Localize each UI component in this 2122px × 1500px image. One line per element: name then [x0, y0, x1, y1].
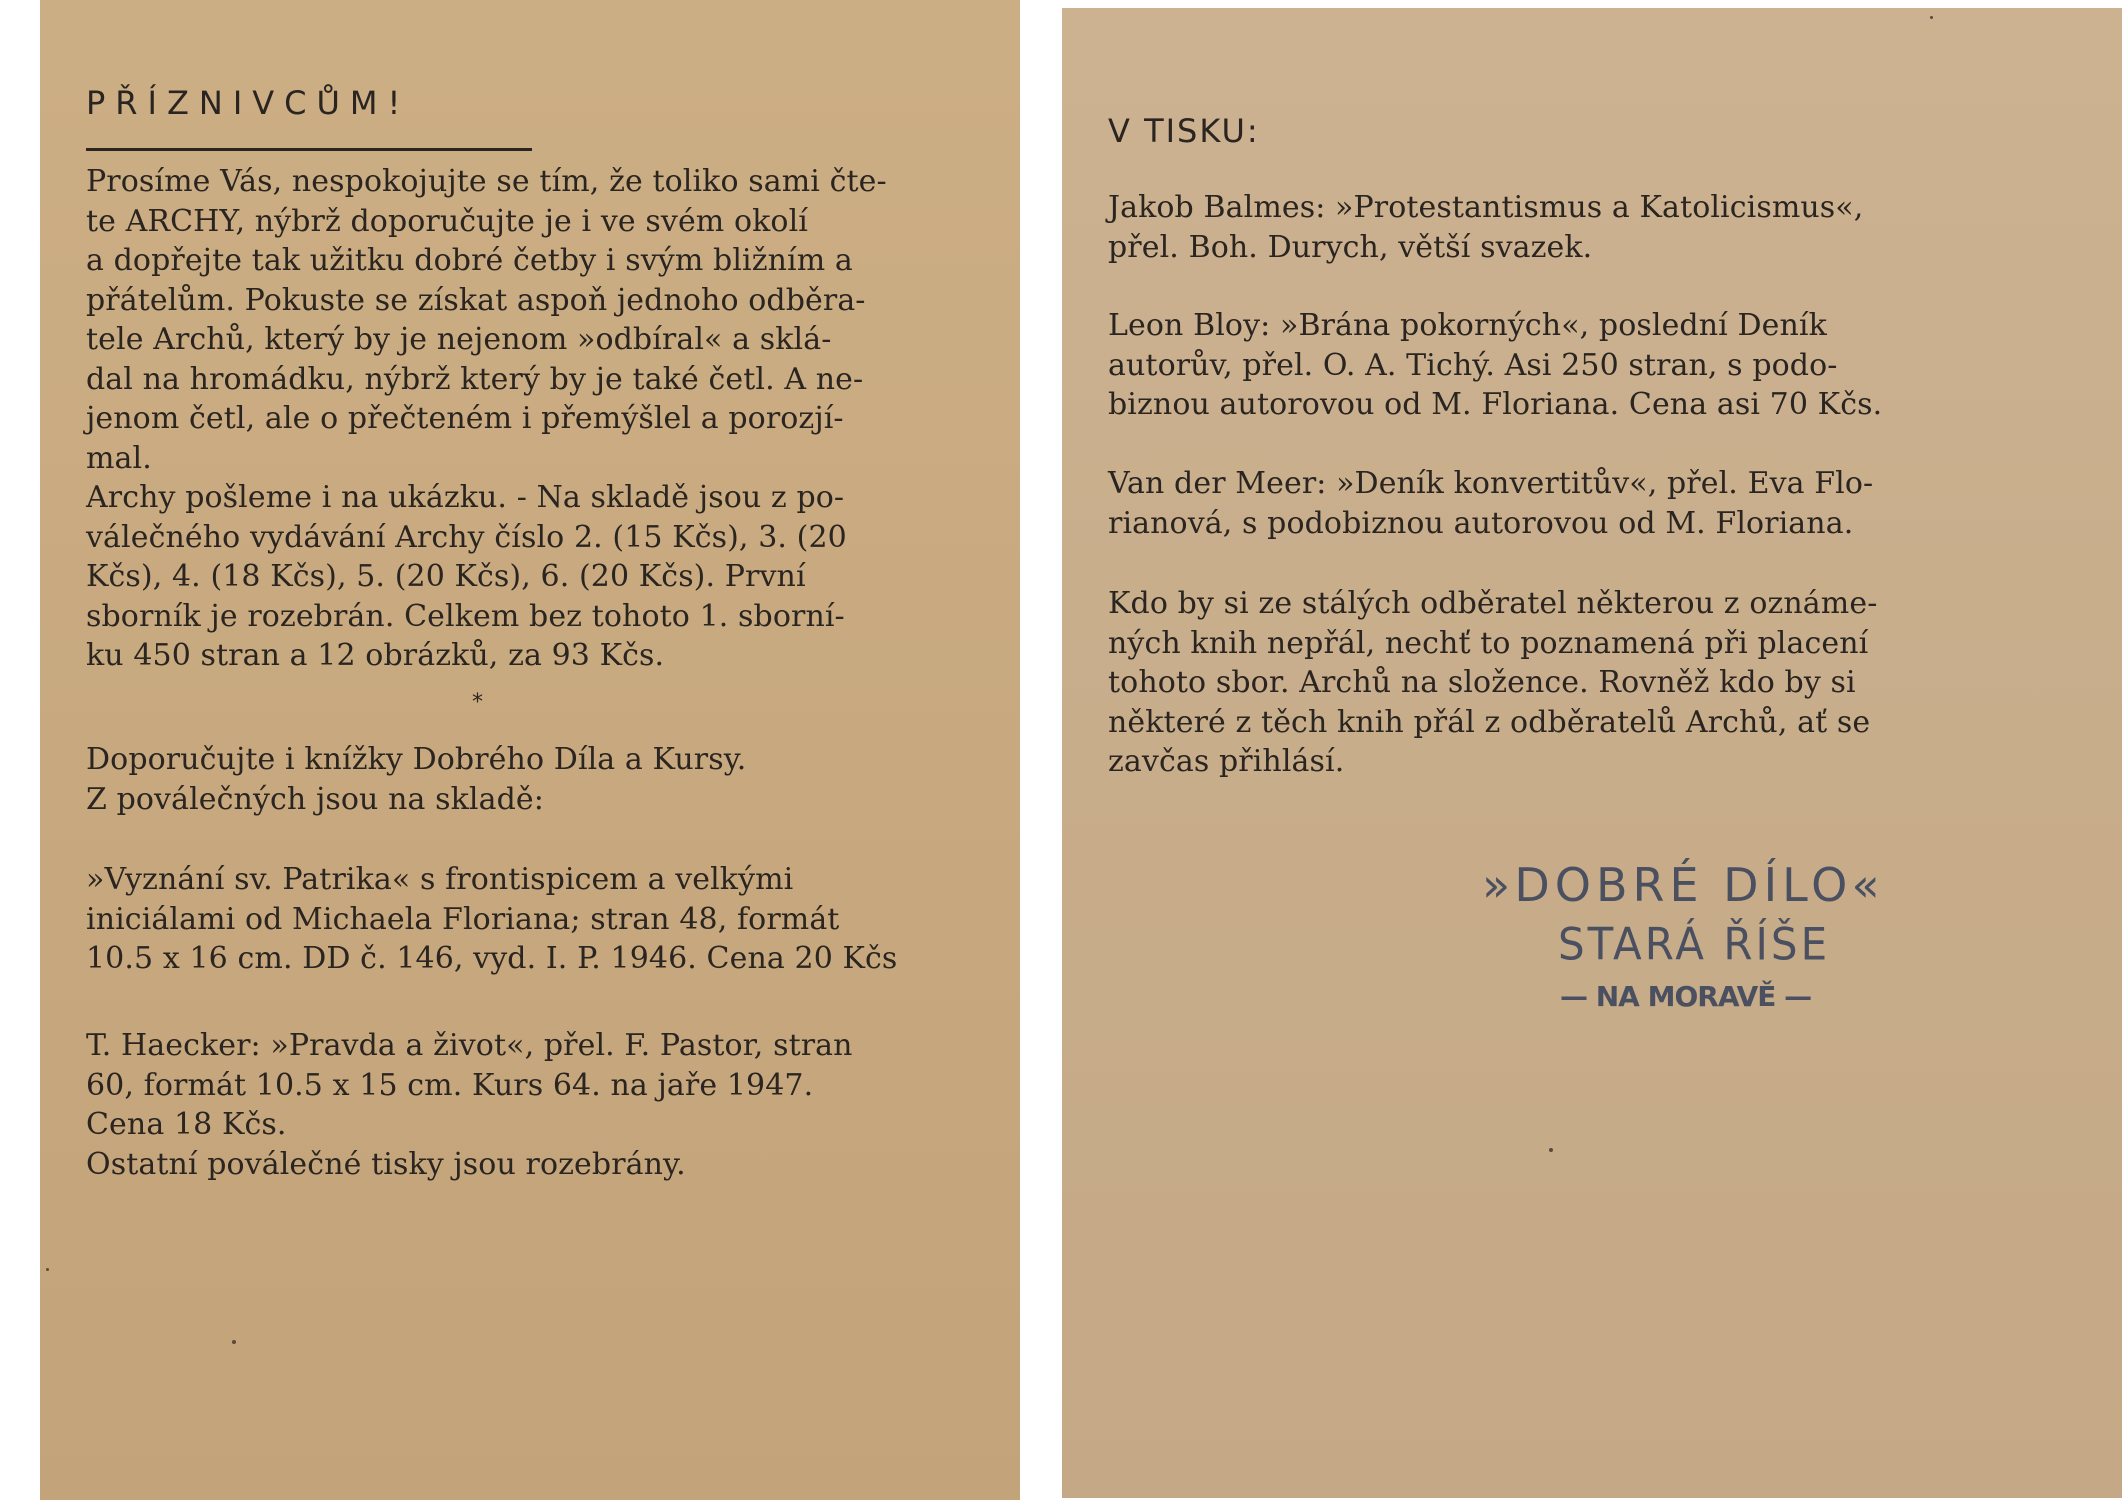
text-line: iniciálami od Michaela Floriana; stran 48, formát [86, 901, 840, 937]
text-line: ných knih nepřál, nechť to poznamená při placení [1108, 625, 1869, 661]
right-page [1062, 8, 2122, 1498]
left-paragraph-4 [86, 1026, 853, 1184]
text-line: Prosíme Vás, nespokojujte se tím, že toliko sami čte- [86, 164, 887, 199]
right-paragraph-4 [1108, 584, 1877, 782]
text-line: tele Archů, který by je nejenom »odbíral« a sklá- [86, 322, 832, 357]
paper-speck [46, 1268, 49, 1271]
text-line: některé z těch knih přál z odběratelů Archů, ať se [1108, 704, 1871, 740]
heading-underline [86, 148, 532, 151]
page-heading: PŘÍZNIVCŮM! [86, 84, 411, 122]
paper-speck [1549, 1148, 1553, 1152]
text-line: a dopřejte tak užitku dobré četby i svým bližním a [86, 243, 853, 278]
text-line: mal. [86, 440, 152, 476]
text-line: válečného vydávání Archy číslo 2. (15 Kčs), 3. (20 [86, 519, 847, 555]
text-line: Ostatní poválečné tisky jsou rozebrány. [86, 1146, 686, 1182]
text-line: zavčas přihlásí. [1108, 744, 1345, 779]
text-line: autorův, přel. O. A. Tichý. Asi 250 stran, s podo- [1108, 347, 1838, 383]
text-line: tohoto sbor. Archů na složence. Rovněž kdo by si [1108, 665, 1856, 700]
text-line: jenom četl, ale o přečteném i přemýšlel a porozjí- [86, 401, 844, 436]
text-line: Cena 18 Kčs. [86, 1107, 287, 1142]
text-line: Doporučujte i knížky Dobrého Díla a Kursy. [86, 742, 747, 777]
left-paragraph-2 [86, 740, 746, 819]
left-paragraph-1 [86, 162, 887, 676]
left-page [40, 0, 1020, 1500]
text-line: přátelům. Pokuste se získat aspoň jednoho odběra- [86, 282, 866, 318]
text-line: Jakob Balmes: »Protestantismus a Katolicismus«, [1108, 190, 1864, 225]
text-line: Archy pošleme i na ukázku. - Na skladě jsou z po- [86, 480, 845, 515]
text-line: Leon Bloy: »Brána pokorných«, poslední Deník [1108, 308, 1827, 343]
right-paragraph-1 [1108, 188, 1863, 267]
right-paragraph-3 [1108, 464, 1873, 543]
text-line: přel. Boh. Durych, větší svazek. [1108, 229, 1593, 265]
text-line: T. Haecker: »Pravda a život«, přel. F. Pastor, stran [86, 1028, 853, 1063]
text-line: sborník je rozebrán. Celkem bez tohoto 1. sborní- [86, 598, 845, 634]
text-line: te ARCHY, nýbrž doporučujte je i ve svém okolí [86, 203, 808, 239]
publisher-stamp-place: STARÁ ŘÍŠE [1558, 918, 1831, 971]
text-line: Kčs), 4. (18 Kčs), 5. (20 Kčs), 6. (20 Kčs). První [86, 559, 806, 594]
page-heading: V TISKU: [1108, 112, 1260, 150]
text-line: ku 450 stran a 12 obrázků, za 93 Kčs. [86, 638, 665, 673]
text-line: Kdo by si ze stálých odběratel některou z oznáme- [1108, 586, 1878, 621]
paper-speck [1930, 16, 1933, 19]
text-line: »Vyznání sv. Patrika« s frontispicem a velkými [86, 862, 794, 897]
publisher-stamp-name: »DOBRÉ DÍLO« [1482, 858, 1885, 912]
text-line: Van der Meer: »Deník konvertitův«, přel. Eva Flo- [1108, 466, 1874, 501]
right-paragraph-2 [1108, 306, 1882, 425]
text-line: 10.5 x 16 cm. DD č. 146, vyd. I. P. 1946. Cena 20 Kčs [86, 941, 898, 976]
paper-speck [232, 1340, 236, 1344]
text-line: 60, formát 10.5 x 15 cm. Kurs 64. na jaře 1947. [86, 1067, 814, 1103]
left-paragraph-3 [86, 860, 897, 979]
publisher-stamp-region: — NA MORAVĚ — [1560, 980, 1812, 1013]
section-separator: * [472, 690, 483, 715]
text-line: rianová, s podobiznou autorovou od M. Floriana. [1108, 505, 1854, 541]
text-line: Z poválečných jsou na skladě: [86, 781, 544, 817]
text-line: biznou autorovou od M. Floriana. Cena asi 70 Kčs. [1108, 387, 1883, 422]
text-line: dal na hromádku, nýbrž který by je také četl. A ne- [86, 361, 864, 397]
